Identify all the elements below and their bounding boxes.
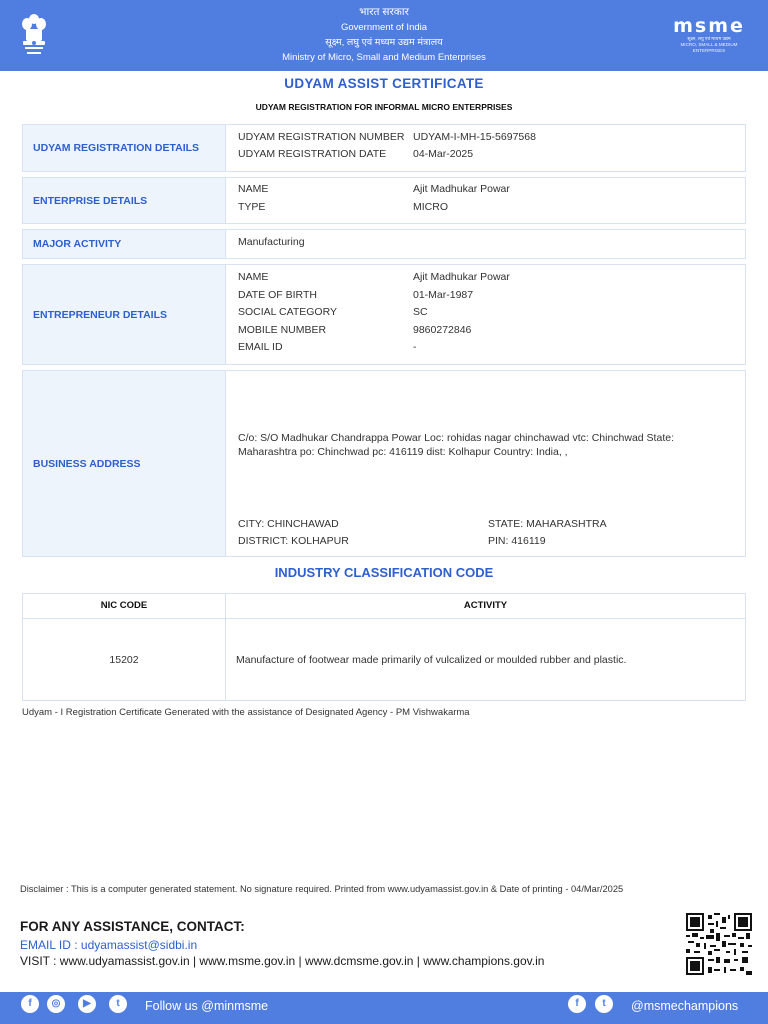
activity-cell: Manufacture of footwear made primarily of vulcalized or moulded rubber and plastic. bbox=[236, 653, 627, 666]
qr-code-icon bbox=[686, 913, 752, 975]
registration-body bbox=[226, 125, 745, 171]
footer-bar bbox=[0, 992, 768, 1024]
facebook-icon[interactable]: f bbox=[21, 995, 39, 1013]
entrepreneur-name-value: Ajit Madhukar Powar bbox=[413, 271, 510, 283]
hindi-ministry-text: सूक्ष्म, लघु एवं मध्यम उद्यम मंत्रालय bbox=[325, 37, 443, 48]
assistance-title: FOR ANY ASSISTANCE, CONTACT: bbox=[20, 919, 245, 934]
table-row bbox=[23, 619, 745, 700]
address-state: STATE: MAHARASHTRA bbox=[488, 518, 607, 530]
entrepreneur-dob-key: DATE OF BIRTH bbox=[238, 288, 317, 301]
government-text: Government of India bbox=[340, 22, 428, 33]
major-activity-body bbox=[226, 230, 745, 258]
enterprise-name-row bbox=[238, 181, 510, 199]
enterprise-type-row bbox=[238, 199, 448, 217]
entrepreneur-mobile-value: 9860272846 bbox=[413, 323, 472, 336]
msme-logo-tagline: सूक्ष्म, लघु एवं मध्यम उद्यम bbox=[687, 36, 731, 41]
industry-classification-title: INDUSTRY CLASSIFICATION CODE bbox=[274, 565, 494, 580]
entrepreneur-mobile-row bbox=[238, 322, 471, 340]
entrepreneur-category-key: SOCIAL CATEGORY bbox=[238, 306, 337, 318]
follow-us-text[interactable]: Follow us @minmsme bbox=[145, 999, 269, 1013]
activity-header: ACTIVITY bbox=[463, 600, 508, 611]
champions-handle-text[interactable]: @msmechampions bbox=[631, 999, 739, 1013]
business-address-full: C/o: S/O Madhukar Chandrappa Powar Loc: rohidas nagar chinchawad vtc: Chinchwad State: Maharashtra po: Chinchwad pc: 416119 dist: Kolhapur Country: India, , bbox=[238, 432, 674, 458]
nic-table-header bbox=[23, 594, 745, 619]
assistance-visit-links[interactable]: VISIT : www.udyamassist.gov.in | www.msme.gov.in | www.dcmsme.gov.in | www.champions.gov.in bbox=[20, 954, 545, 968]
registration-number-value: UDYAM-I-MH-15-5697568 bbox=[413, 131, 536, 143]
instagram-icon[interactable]: ◎ bbox=[47, 995, 65, 1013]
msme-logo bbox=[666, 16, 752, 54]
address-pin: PIN: 416119 bbox=[488, 535, 546, 547]
entrepreneur-body bbox=[226, 265, 745, 364]
entrepreneur-section bbox=[22, 264, 746, 365]
major-activity-value: Manufacturing bbox=[238, 236, 305, 248]
enterprise-name-value: Ajit Madhukar Powar bbox=[413, 183, 510, 195]
msme-logo-tagline-en: MICRO, SMALL & MEDIUM ENTERPRISES bbox=[680, 42, 738, 53]
msme-logo-mark: msme bbox=[673, 15, 745, 37]
header-bar bbox=[0, 0, 768, 71]
facebook-icon[interactable]: f bbox=[568, 995, 586, 1013]
nic-code-cell: 15202 bbox=[23, 619, 226, 700]
entrepreneur-name-row bbox=[238, 269, 510, 287]
enterprise-body bbox=[226, 178, 745, 223]
major-activity-label: MAJOR ACTIVITY bbox=[23, 230, 226, 258]
business-address-label: BUSINESS ADDRESS bbox=[23, 371, 226, 556]
ministry-text: Ministry of Micro, Small and Medium Enterprises bbox=[282, 52, 486, 63]
registration-number-row bbox=[238, 129, 536, 147]
youtube-icon[interactable]: ▶ bbox=[78, 995, 96, 1013]
nic-code-header: NIC CODE bbox=[23, 594, 226, 619]
enterprise-name-key: NAME bbox=[238, 183, 269, 195]
registration-date-value: 04-Mar-2025 bbox=[413, 148, 474, 160]
government-title-block bbox=[0, 5, 768, 65]
major-activity-section bbox=[22, 229, 746, 259]
entrepreneur-mobile-key: MOBILE NUMBER bbox=[238, 323, 327, 336]
entrepreneur-email-row bbox=[238, 339, 417, 357]
entrepreneur-name-key: NAME bbox=[238, 271, 269, 283]
enterprise-label: ENTERPRISE DETAILS bbox=[23, 178, 226, 223]
registration-section bbox=[22, 124, 746, 172]
enterprise-type-key: TYPE bbox=[238, 201, 266, 213]
address-district: DISTRICT: KOLHAPUR bbox=[238, 535, 349, 547]
generation-note: Udyam - I Registration Certificate Generated with the assistance of Designated Agency - PM Vishwakarma bbox=[22, 707, 470, 718]
enterprise-type-value: MICRO bbox=[413, 201, 448, 213]
disclaimer-text: Disclaimer : This is a computer generated statement. No signature required. Printed from www.udyamassist.gov.in & Date of printing - 04/Mar/2025 bbox=[20, 884, 624, 894]
business-address-body bbox=[226, 371, 745, 556]
entrepreneur-category-row bbox=[238, 304, 428, 322]
entrepreneur-email-value: - bbox=[413, 341, 417, 353]
entrepreneur-label: ENTREPRENEUR DETAILS bbox=[23, 265, 226, 364]
twitter-icon[interactable]: t bbox=[595, 995, 613, 1013]
enterprise-section bbox=[22, 177, 746, 224]
registration-label: UDYAM REGISTRATION DETAILS bbox=[23, 125, 226, 171]
business-address-section bbox=[22, 370, 746, 557]
hindi-government-text: भारत सरकार bbox=[359, 6, 409, 18]
entrepreneur-dob-row bbox=[238, 287, 473, 305]
twitter-icon[interactable]: t bbox=[109, 995, 127, 1013]
entrepreneur-category-value: SC bbox=[413, 306, 428, 318]
registration-number-key: UDYAM REGISTRATION NUMBER bbox=[238, 131, 405, 143]
entrepreneur-dob-value: 01-Mar-1987 bbox=[413, 288, 474, 301]
registration-date-row bbox=[238, 146, 473, 164]
nic-table bbox=[22, 593, 746, 701]
entrepreneur-email-key: EMAIL ID bbox=[238, 341, 283, 353]
assistance-email-link[interactable]: EMAIL ID : udyamassist@sidbi.in bbox=[20, 938, 198, 952]
certificate-title: UDYAM ASSIST CERTIFICATE bbox=[284, 76, 484, 91]
address-city: CITY: CHINCHAWAD bbox=[238, 518, 339, 530]
certificate-subtitle: UDYAM REGISTRATION FOR INFORMAL MICRO ENTERPRISES bbox=[255, 102, 513, 112]
registration-date-key: UDYAM REGISTRATION DATE bbox=[238, 148, 387, 160]
